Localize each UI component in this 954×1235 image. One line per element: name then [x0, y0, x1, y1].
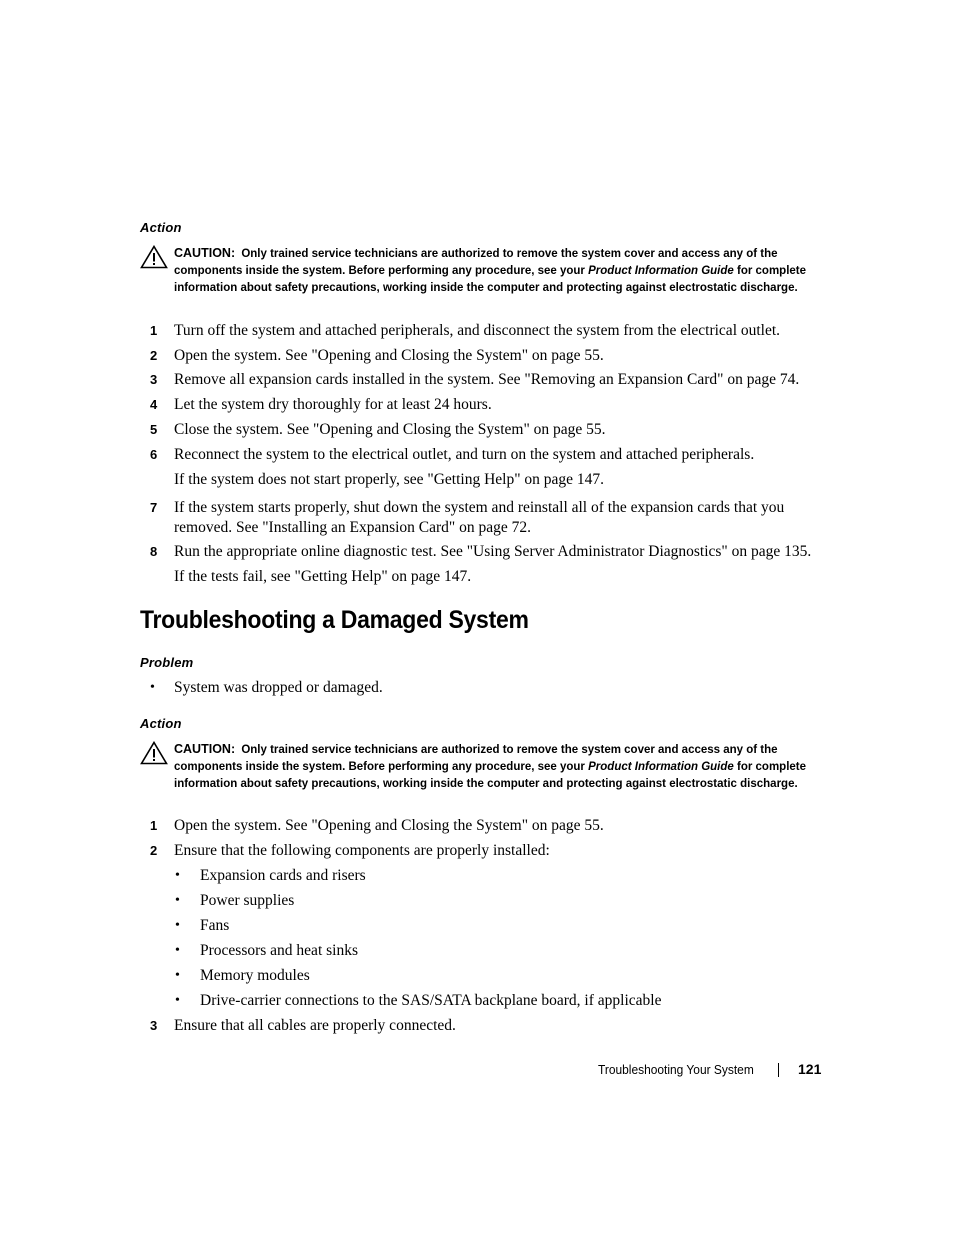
step-number: 3	[150, 372, 158, 387]
problem-heading: Problem	[140, 655, 194, 670]
caution-body: Only trained service technicians are authorized to remove the system cover and access any of the components inside the system. Before performing any procedure, see your	[174, 744, 778, 773]
warning-triangle-icon	[140, 245, 168, 269]
step-text: Open the system. See "Opening and Closing the System" on page 55.	[174, 817, 604, 834]
action-heading: Action	[140, 220, 182, 235]
page-number: 121	[798, 1061, 822, 1077]
section-title: Troubleshooting a Damaged System	[140, 606, 529, 634]
caution-body-end: for complete information about safety precautions, working inside the computer and protecting against electrostatic discharge.	[174, 761, 807, 790]
caution-notice	[140, 741, 820, 813]
list-item: Fans	[200, 917, 230, 934]
footer-chapter-title: Troubleshooting Your System	[598, 1062, 754, 1077]
guide-reference: Product Information Guide	[588, 265, 734, 277]
step-number: 3	[150, 1018, 158, 1033]
step-number: 2	[150, 348, 158, 363]
list-item: System was dropped or damaged.	[174, 679, 383, 696]
step-text: Run the appropriate online diagnostic test. See "Using Server Administrator Diagnostics" on page 135.	[174, 543, 812, 560]
step-number: 4	[150, 397, 158, 412]
step-text: Remove all expansion cards installed in the system. See "Removing an Expansion Card" on page 74.	[174, 371, 800, 388]
bullet-icon: •	[175, 968, 180, 983]
footer-divider	[778, 1063, 779, 1077]
guide-reference: Product Information Guide	[588, 761, 734, 773]
step-number: 7	[150, 500, 158, 515]
caution-body-end: for complete information about safety precautions, working inside the computer and protecting against electrostatic discharge.	[174, 265, 807, 294]
caution-notice	[140, 245, 820, 317]
bullet-icon: •	[175, 868, 180, 883]
caution-text	[174, 741, 824, 793]
warning-triangle-icon	[140, 741, 168, 765]
bullet-icon: •	[175, 918, 180, 933]
step-text: Reconnect the system to the electrical outlet, and turn on the system and attached peripherals.	[174, 446, 755, 463]
action-heading: Action	[140, 716, 182, 731]
step-note: If the system does not start properly, see "Getting Help" on page 147.	[174, 471, 605, 488]
step-text: If the system starts properly, shut down the system and reinstall all of the expansion cards that you removed. See "Installing an Expansion Card" on page 72.	[174, 499, 785, 536]
step-number: 5	[150, 422, 158, 437]
caution-body: Only trained service technicians are authorized to remove the system cover and access any of the components inside the system. Before performing any procedure, see your	[174, 248, 778, 277]
step-number: 6	[150, 447, 158, 462]
step-number: 1	[150, 323, 158, 338]
list-item: Expansion cards and risers	[200, 867, 366, 884]
list-item: Memory modules	[200, 967, 310, 984]
step-text: Let the system dry thoroughly for at least 24 hours.	[174, 396, 492, 413]
step-number: 2	[150, 843, 158, 858]
list-item: Processors and heat sinks	[200, 942, 358, 959]
step-text: Ensure that all cables are properly connected.	[174, 1017, 456, 1034]
bullet-icon: •	[175, 893, 180, 908]
list-item: Power supplies	[200, 892, 295, 909]
caution-label: CAUTION:	[174, 246, 236, 260]
step-number: 8	[150, 544, 158, 559]
caution-label: CAUTION:	[174, 742, 236, 756]
step-text: Ensure that the following components are properly installed:	[174, 842, 550, 859]
step-number: 1	[150, 818, 158, 833]
step-note: If the tests fail, see "Getting Help" on page 147.	[174, 568, 472, 585]
bullet-icon: •	[175, 993, 180, 1008]
step-text: Open the system. See "Opening and Closing the System" on page 55.	[174, 347, 604, 364]
bullet-icon: •	[150, 680, 155, 695]
caution-text	[174, 245, 824, 297]
bullet-icon: •	[175, 943, 180, 958]
step-text: Close the system. See "Opening and Closing the System" on page 55.	[174, 421, 606, 438]
step-text: Turn off the system and attached peripherals, and disconnect the system from the electrical outlet.	[174, 322, 781, 339]
list-item: Drive-carrier connections to the SAS/SATA backplane board, if applicable	[200, 992, 662, 1009]
